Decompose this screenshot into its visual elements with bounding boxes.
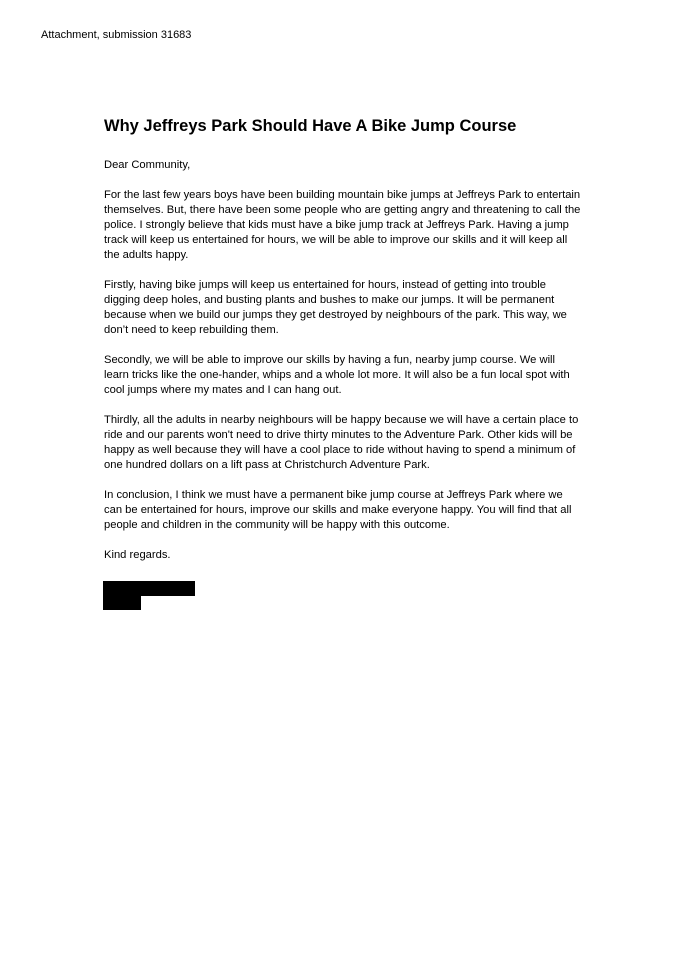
letter-body [104, 116, 582, 563]
salutation: Dear Community, [104, 159, 191, 171]
paragraph-introduction: For the last few years boys have been building mountain bike jumps at Jeffreys Park to entertain themselves. But, there have been some people who are getting angry and threatening to call the police. I strongly believe that kids must have a bike jump track at Jeffreys Park. Having a jump track will keep us entertained for hours, we will be able to improve our skills and it will keep all the adults happy. [104, 189, 581, 261]
paragraph-thirdly: Thirdly, all the adults in nearby neighbours will be happy because we will have a certain place to ride and our parents won't need to drive thirty minutes to the Adventure Park. Other kids will be happy as well because they will have a cool place to ride without having to spend a minimum of one hundred dollars on a lift pass at Christchurch Adventure Park. [104, 414, 579, 471]
closing: Kind regards. [104, 549, 171, 561]
paragraph-firstly: Firstly, having bike jumps will keep us entertained for hours, instead of getting into trouble digging deep holes, and busting plants and bushes to make our jumps. It will be permanent because when we build our jumps they get destroyed by neighbours of the park. This way, we don’t need to keep rebuilding them. [104, 279, 567, 336]
paragraph-secondly: Secondly, we will be able to improve our skills by having a fun, nearby jump course. We will learn tricks like the one-hander, whips and a whole lot more. It will also be a fun local spot with cool jumps where my mates and I can hang out. [104, 354, 570, 396]
paragraph-conclusion: In conclusion, I think we must have a permanent bike jump course at Jeffreys Park where we can be entertained for hours, improve our skills and make everyone happy. You will find that all people and children in the community will be happy with this outcome. [104, 489, 572, 531]
attachment-header: Attachment, submission 31683 [41, 29, 192, 41]
letter-title: Why Jeffreys Park Should Have A Bike Jump Course [104, 117, 517, 135]
redacted-signature-surname [103, 596, 141, 610]
redacted-signature-name [103, 581, 195, 596]
